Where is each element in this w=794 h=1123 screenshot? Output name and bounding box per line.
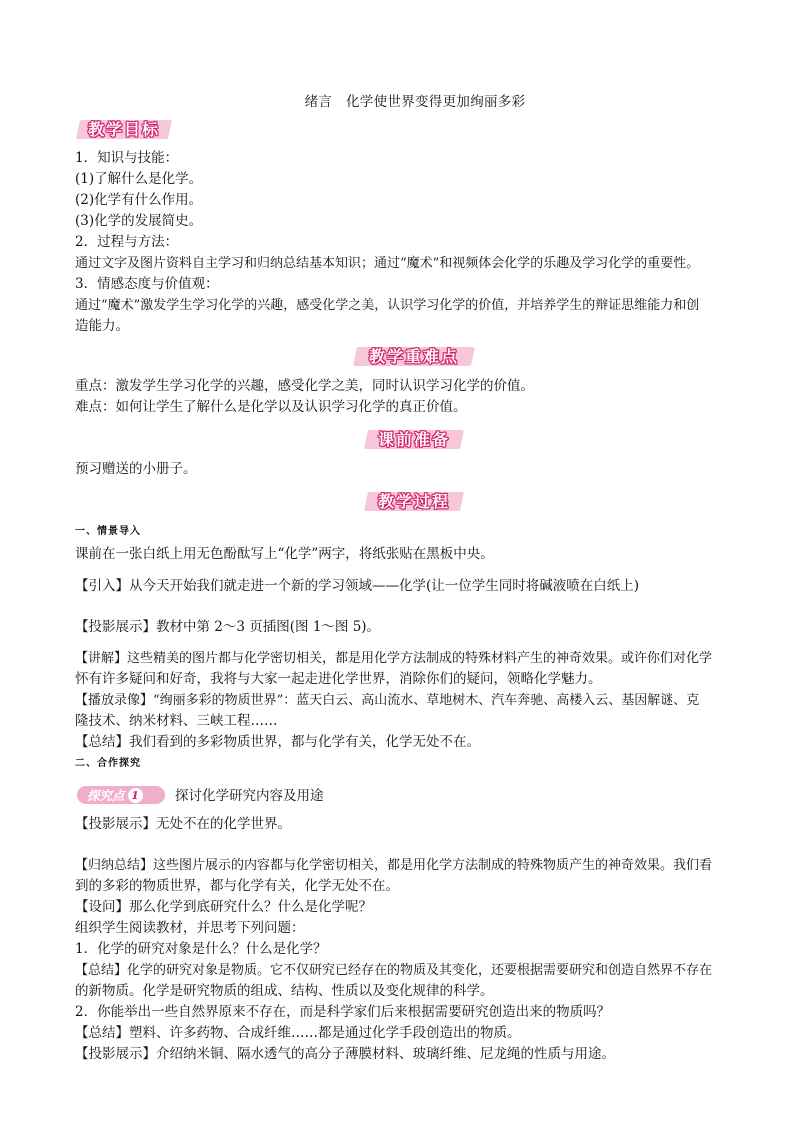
objectives-heading-3: 3．情感态度与价值观：	[75, 276, 219, 292]
process-line-2: 【引入】从今天开始我们就走进一个新的学习领域——化学(让一位学生同时将碱液喷在白纸上)	[75, 578, 640, 594]
banner-objectives-text: 教学目标	[87, 119, 160, 139]
objectives-heading-2: 2．过程与方法：	[75, 234, 179, 250]
difficult-point-text: 难点：如何让学生了解什么是化学以及认识学习化学的真正价值。	[75, 399, 467, 415]
process-line-7: 【投影展示】无处不在的化学世界。	[75, 816, 291, 832]
process-line-15: 【投影展示】介绍纳米铜、隔水透气的高分子薄膜材料、玻璃纤维、尼龙绳的性质与用途。	[75, 1046, 615, 1062]
explore-point-badge	[77, 786, 165, 804]
process-line-1: 课前在一张白纸上用无色酚酞写上“化学”两字，将纸张贴在黑板中央。	[75, 546, 494, 562]
banner-process	[366, 489, 462, 511]
objectives-item-3: (3)化学的发展简史。	[75, 213, 203, 229]
objectives-attitude-text-2: 造能力。	[75, 318, 129, 334]
objectives-process-text: 通过文字及图片资料自主学习和归纳总结基本知识；通过“魔术”和视频体会化学的乐趣及学习化学的重要性。	[75, 256, 700, 271]
objectives-item-1: (1)了解什么是化学。	[75, 171, 203, 187]
explore-point-number: 1	[128, 788, 143, 803]
banner-key-points-text: 教学重难点	[368, 346, 459, 366]
objectives-attitude-text-1: 通过“魔术”激发学生学习化学的兴趣，感受化学之美，认识学习化学的价值，并培养学生的辩证思维能力和创	[75, 298, 700, 313]
process-line-3: 【投影展示】教材中第 2～3 页插图(图 1～图 5)。	[75, 619, 381, 635]
process-line-4a: 【讲解】这些精美的图片都与化学密切相关，都是用化学方法制成的特殊材料产生的神奇效果。或许你们对化学	[75, 651, 713, 666]
process-line-5a: 【播放录像】“绚丽多彩的物质世界”：蓝天白云、高山流水、草地树木、汽车奔驰、高楼入云、基因解谜、克	[75, 693, 700, 708]
section-heading-intro: 一、情景导入	[75, 526, 141, 537]
process-line-9: 【设问】那么化学到底研究什么？什么是化学呢？	[75, 899, 372, 915]
process-line-8b: 到的多彩的物质世界，都与化学有关，化学无处不在。	[75, 878, 399, 894]
banner-key-points	[355, 344, 473, 366]
process-line-10: 组织学生阅读教材，并思考下列问题：	[75, 920, 305, 936]
banner-preparation-text: 课前准备	[377, 429, 450, 449]
process-line-5b: 隆技术、纳米材料、三峡工程……	[75, 713, 278, 729]
process-line-6: 【总结】我们看到的多彩物质世界，都与化学有关，化学无处不在。	[75, 734, 480, 750]
process-line-11: 1．化学的研究对象是什么？什么是化学？	[75, 941, 327, 957]
banner-process-text: 教学过程	[377, 491, 450, 511]
key-point-text: 重点：激发学生学习化学的兴趣，感受化学之美，同时认识学习化学的价值。	[75, 378, 534, 394]
section-heading-explore: 二、合作探究	[75, 758, 141, 769]
process-line-8a: 【归纳总结】这些图片展示的内容都与化学密切相关，都是用化学方法制成的特殊物质产生的神奇效果。我们看	[75, 858, 713, 873]
process-line-12b: 的新物质。化学是研究物质的组成、结构、性质以及变化规律的科学。	[75, 983, 494, 999]
preparation-text: 预习赠送的小册子。	[75, 461, 197, 477]
banner-objectives	[78, 117, 170, 139]
process-line-14: 【总结】塑料、许多药物、合成纤维……都是通过化学手段创造出的物质。	[75, 1025, 521, 1041]
process-line-12a: 【总结】化学的研究对象是物质。它不仅研究已经存在的物质及其变化，还要根据需要研究和创造自然界不存在	[75, 963, 713, 978]
process-line-13: 2．你能举出一些自然界原来不存在，而是科学家们后来根据需要研究创造出来的物质吗？	[75, 1004, 611, 1020]
banner-preparation	[366, 427, 462, 449]
process-line-4b: 怀有许多疑问和好奇，我将与大家一起走进化学世界，消除你们的疑问，领略化学魅力。	[75, 671, 602, 687]
explore-point-label: 探究点	[87, 788, 125, 803]
objectives-heading-1: 1．知识与技能：	[75, 150, 179, 166]
objectives-item-2: (2)化学有什么作用。	[75, 192, 203, 208]
explore-point-title: 探讨化学研究内容及用途	[175, 788, 324, 804]
page-title: 绪言 化学使世界变得更加绚丽多彩	[304, 94, 526, 110]
